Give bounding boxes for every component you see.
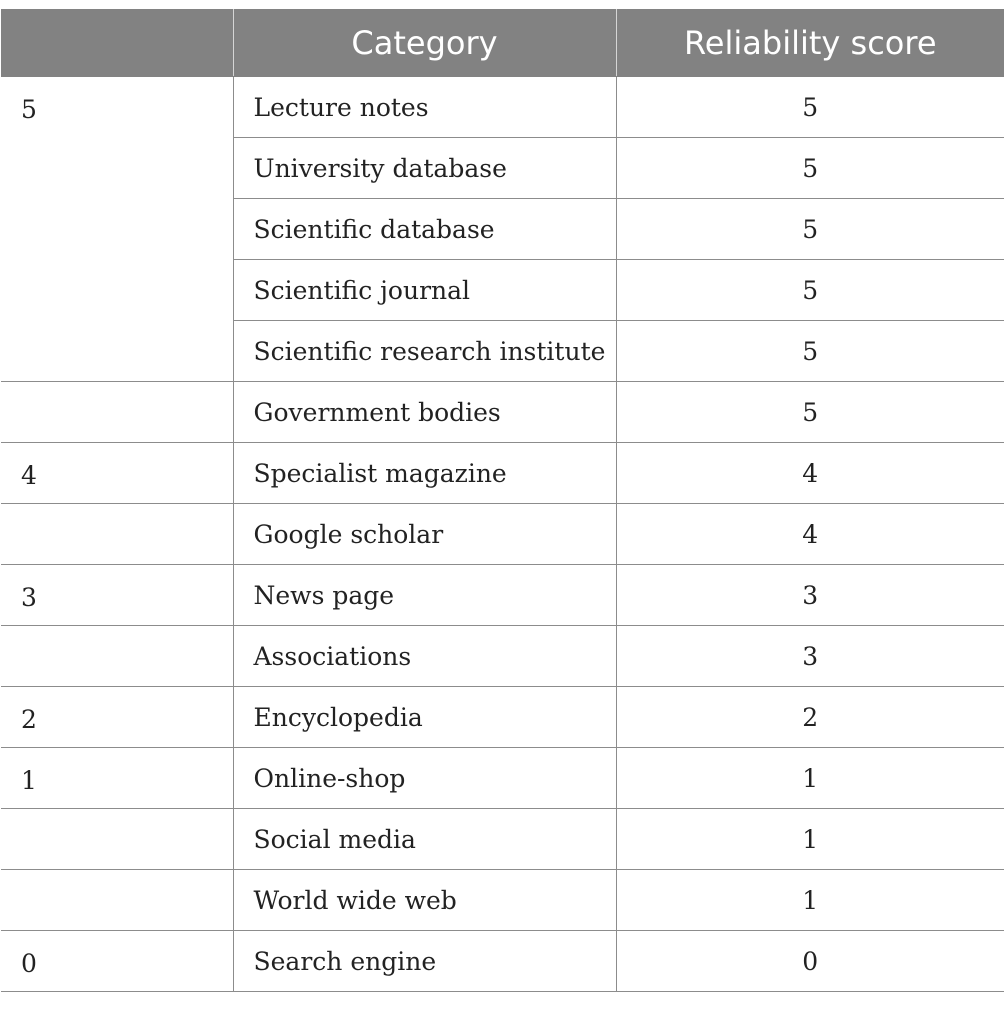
score-group-label <box>1 504 233 565</box>
category-cell: Associations <box>233 626 616 687</box>
table-header <box>1 9 1004 77</box>
score-cell: 3 <box>616 565 1004 626</box>
table-row <box>1 870 1004 931</box>
category-cell: World wide web <box>233 870 616 931</box>
score-cell: 4 <box>616 443 1004 504</box>
score-cell: 4 <box>616 504 1004 565</box>
category-cell: University database <box>233 138 616 199</box>
category-cell: Scientific journal <box>233 260 616 321</box>
category-cell: News page <box>233 565 616 626</box>
reliability-table <box>1 9 1004 992</box>
table-row <box>1 504 1004 565</box>
score-group-label <box>1 626 233 687</box>
score-group-label: 2 <box>1 687 233 748</box>
category-cell: Lecture notes <box>233 77 616 138</box>
table-row <box>1 77 1004 138</box>
table-row <box>1 748 1004 809</box>
table-row <box>1 626 1004 687</box>
header-group-column <box>1 9 233 77</box>
score-cell: 5 <box>616 77 1004 138</box>
category-cell: Specialist magazine <box>233 443 616 504</box>
table-row <box>1 443 1004 504</box>
score-cell: 5 <box>616 138 1004 199</box>
category-cell: Search engine <box>233 931 616 992</box>
score-cell: 1 <box>616 870 1004 931</box>
score-cell: 1 <box>616 809 1004 870</box>
category-cell: Online-shop <box>233 748 616 809</box>
category-cell: Scientific research institute <box>233 321 616 382</box>
category-cell: Google scholar <box>233 504 616 565</box>
score-cell: 0 <box>616 931 1004 992</box>
table-row <box>1 931 1004 992</box>
table-row <box>1 382 1004 443</box>
score-cell: 2 <box>616 687 1004 748</box>
category-cell: Social media <box>233 809 616 870</box>
header-row <box>1 9 1004 77</box>
score-group-label: 0 <box>1 931 233 992</box>
category-cell: Government bodies <box>233 382 616 443</box>
score-group-label: 5 <box>1 77 233 382</box>
score-group-label: 1 <box>1 748 233 809</box>
score-cell: 5 <box>616 321 1004 382</box>
category-cell: Scientific database <box>233 199 616 260</box>
score-cell: 5 <box>616 382 1004 443</box>
score-cell: 5 <box>616 260 1004 321</box>
score-cell: 3 <box>616 626 1004 687</box>
score-group-label: 4 <box>1 443 233 504</box>
score-group-label <box>1 870 233 931</box>
score-group-label: 3 <box>1 565 233 626</box>
score-group-label <box>1 382 233 443</box>
table-row <box>1 687 1004 748</box>
score-cell: 5 <box>616 199 1004 260</box>
score-group-label <box>1 809 233 870</box>
header-category-column: Category <box>233 9 616 77</box>
header-score-column: Reliability score <box>616 9 1004 77</box>
category-cell: Encyclopedia <box>233 687 616 748</box>
score-cell: 1 <box>616 748 1004 809</box>
table-body <box>1 77 1004 992</box>
table-row <box>1 565 1004 626</box>
table-row <box>1 809 1004 870</box>
